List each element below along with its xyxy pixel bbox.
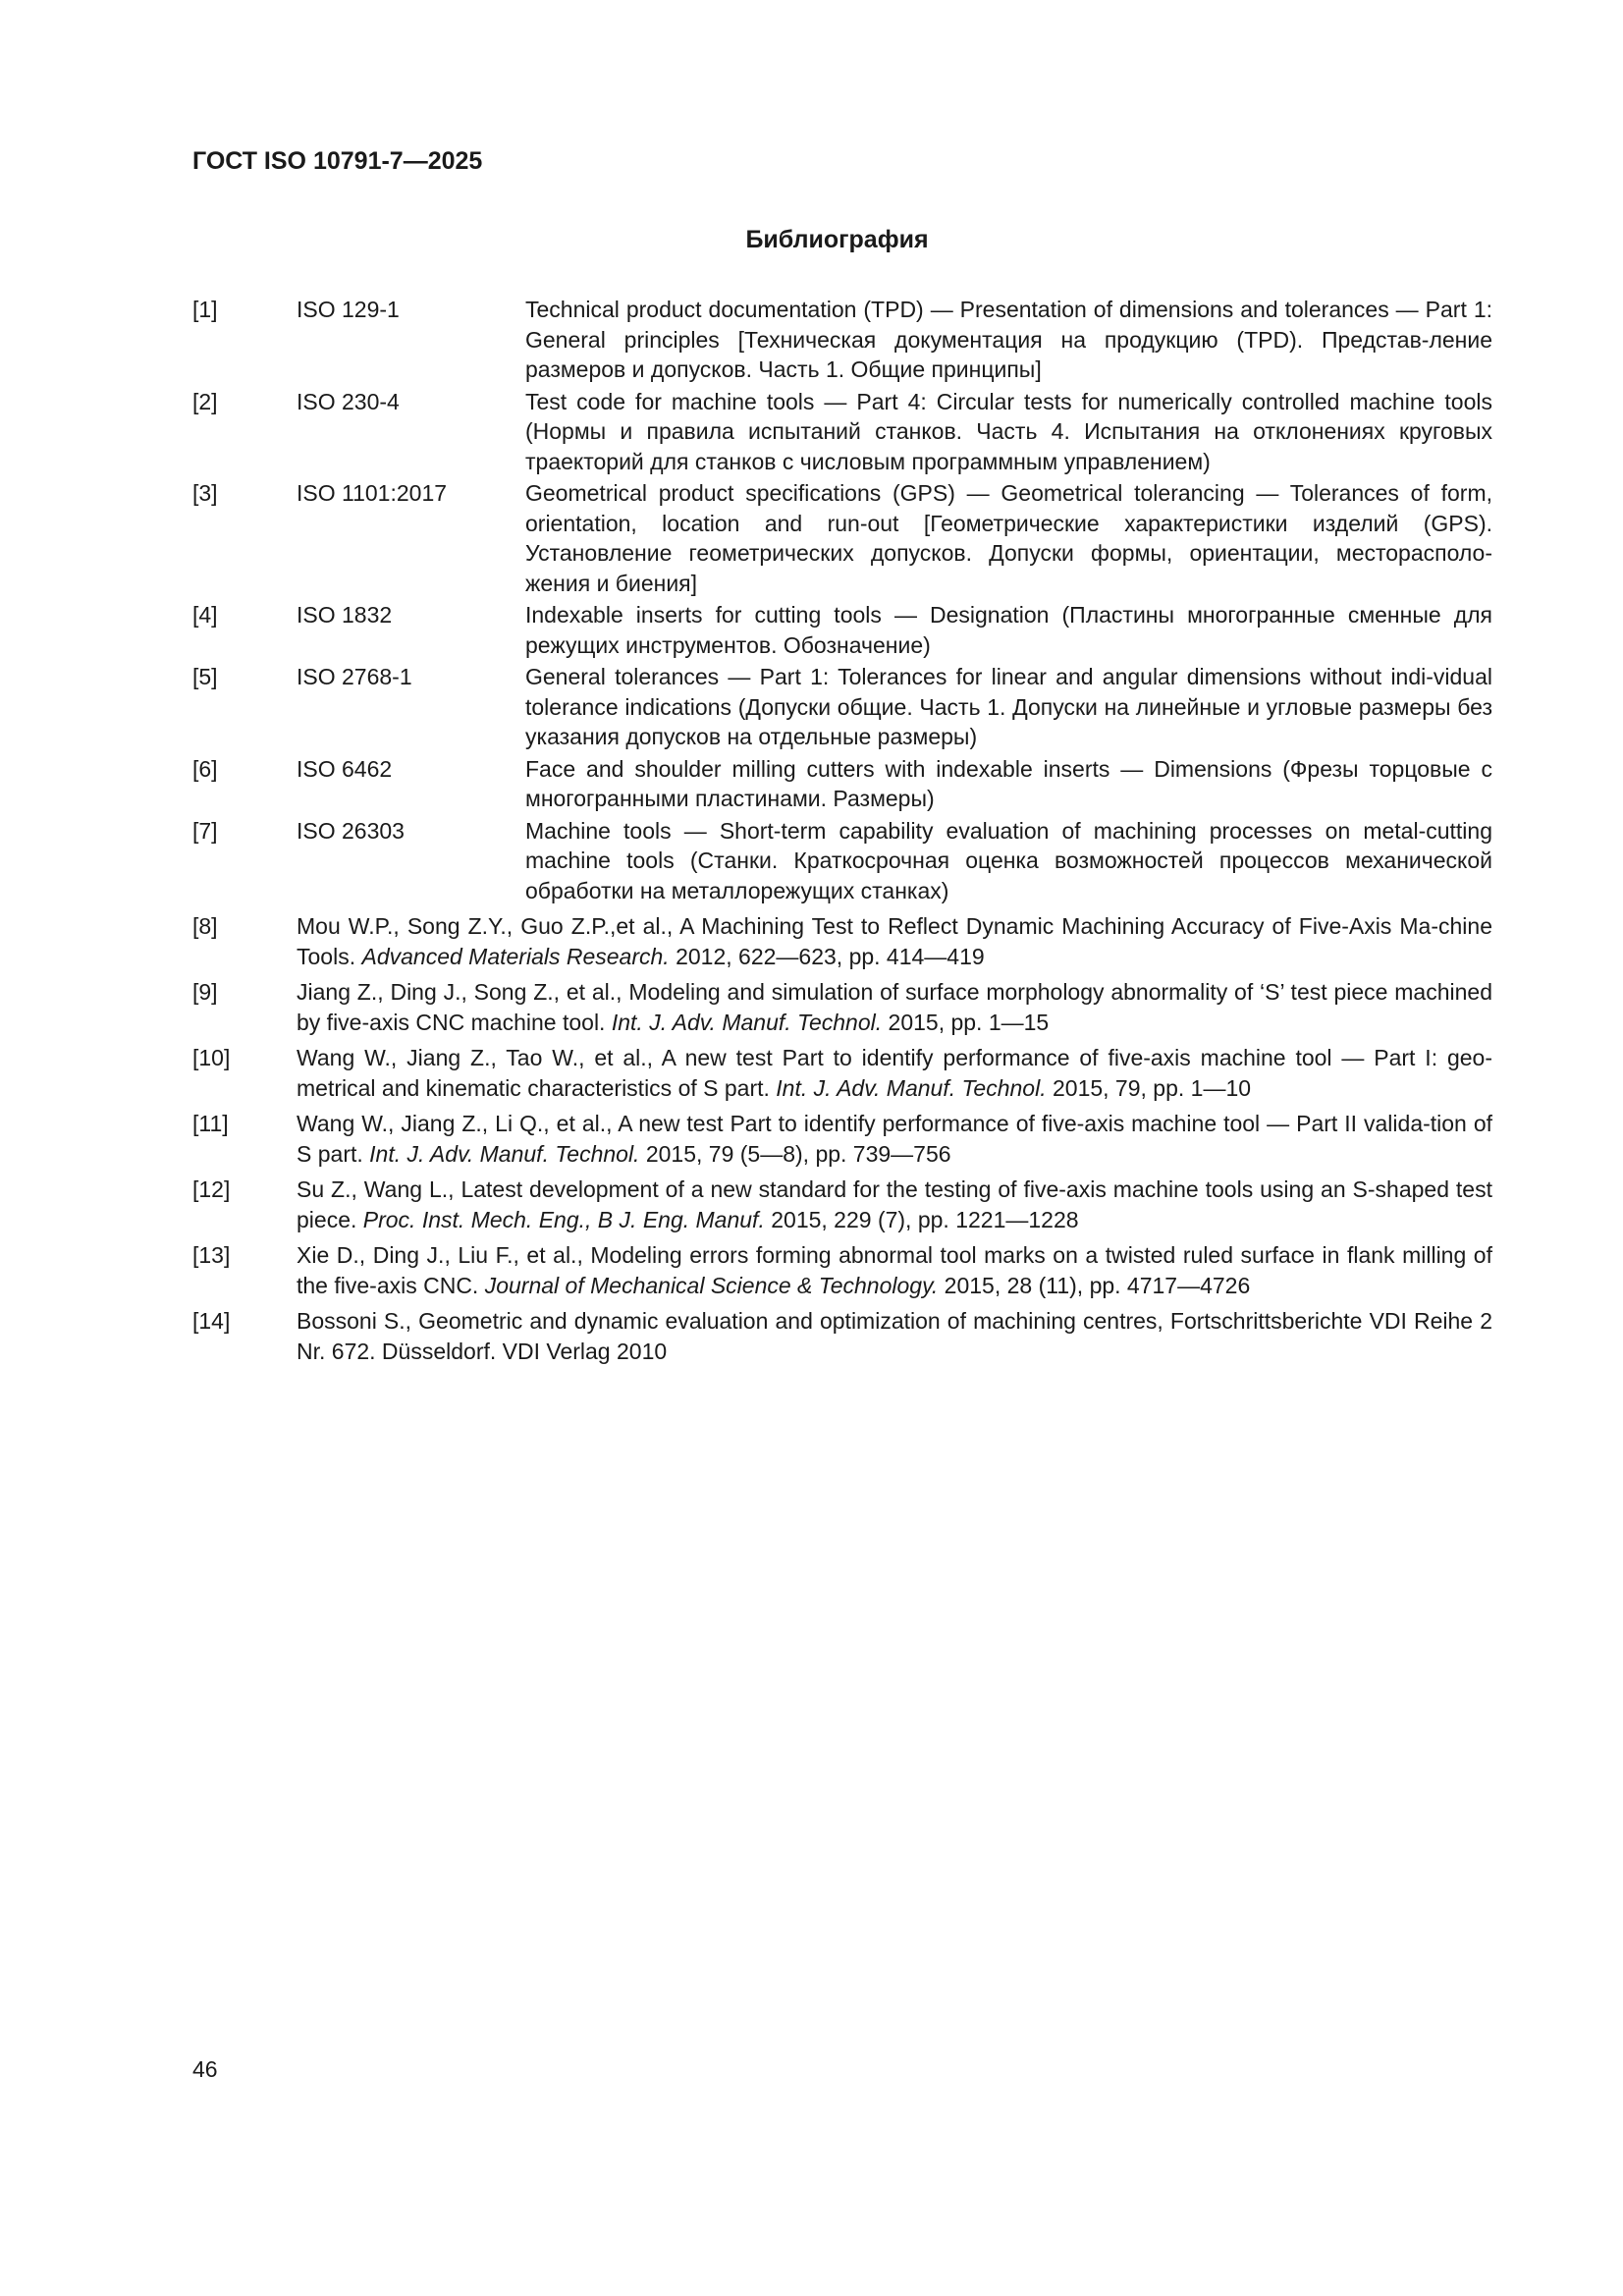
bibliography-entry — [192, 478, 1492, 598]
reference-authors-title: Wang W., Jiang Z., Tao W., et al., A new test Part to identify performance of five-axis machine tool — Part I: geo-metrical and kinematic characteristics of S part. — [297, 1045, 1492, 1101]
standard-title: Indexable inserts for cutting tools — Designation (Пластины многогранные сменные для режущих инструментов. Обозначение) — [525, 602, 1492, 658]
standard-title: General tolerances — Part 1: Tolerances for linear and angular dimensions without indi-vidual tolerance indications (Допуски общие. Часть 1. Допуски на линейные и угловые размеры без указания допусков на отдельные размеры) — [525, 664, 1492, 749]
standard-code: ISO 1101:2017 — [297, 480, 448, 506]
standard-title: Machine tools — Short-term capability evaluation of machining processes on metal-cutting machine tools (Станки. Краткосрочная оценка возможностей процессов механической обработки на металлорежущих станках) — [525, 817, 1492, 903]
entry-number: [14] — [192, 1308, 231, 1334]
reference-details: 2015, 229 (7), pp. 1221—1228 — [764, 1206, 1079, 1232]
reference-details: 2012, 622—623, pp. 414—419 — [669, 943, 985, 969]
bibliography-entry — [192, 816, 1492, 906]
bibliography-entry — [192, 600, 1492, 660]
entry-number: [3] — [192, 480, 218, 506]
entry-number: [9] — [192, 979, 218, 1005]
reference-authors-title: Xie D., Ding J., Liu F., et al., Modeling errors forming abnormal tool marks on a twisted ruled surface in flank milling of the five-axis CNC. — [297, 1242, 1492, 1298]
bibliography-entry — [192, 977, 1492, 1037]
reference-authors-title: Mou W.P., Song Z.Y., Guo Z.P.,et al., A Machining Test to Reflect Dynamic Machining Accuracy of Five-Axis Ma-chine Tools. — [297, 913, 1492, 969]
reference-text — [297, 1240, 1492, 1300]
entry-number: [2] — [192, 388, 218, 414]
reference-authors-title: Jiang Z., Ding J., Song Z., et al., Modeling and simulation of surface morphology abnormality of ‘S’ test piece machined by five-axis CNC machine tool. — [297, 979, 1492, 1035]
standard-title: Test code for machine tools — Part 4: Circular tests for numerically controlled machine tools (Нормы и правила испытаний станков. Часть 4. Испытания на отклонениях круговых траекторий для станков с числовым программным управлением) — [525, 388, 1492, 474]
standard-code: ISO 230-4 — [297, 388, 400, 414]
bibliography-entry — [192, 1240, 1492, 1300]
page-title: Библиография — [745, 226, 929, 253]
standard-code: ISO 129-1 — [297, 297, 400, 322]
entry-number: [7] — [192, 817, 218, 844]
entry-number: [1] — [192, 297, 218, 322]
entry-number: [4] — [192, 602, 218, 628]
document-header: ГОСТ ISO 10791-7—2025 — [192, 147, 483, 175]
bibliography-entry — [192, 754, 1492, 814]
standard-title: Geometrical product specifications (GPS) — Geometrical tolerancing — Tolerances of form, orientation, location and run-out [Геометрические характеристики изделий (GPS). Установление геометрических допусков. Допуски формы, ориентации, месторасполо-жения и биения] — [525, 480, 1492, 596]
reference-text — [297, 977, 1492, 1037]
reference-text — [297, 1175, 1492, 1234]
journal-name: Proc. Inst. Mech. Eng., B J. Eng. Manuf. — [362, 1206, 765, 1232]
reference-authors-title: Bossoni S., Geometric and dynamic evaluation and optimization of machining centres, Fortschrittsberichte VDI Reihe 2 Nr. 672. Düsseldorf. VDI Verlag 2010 — [297, 1308, 1492, 1364]
bibliography-entry — [192, 911, 1492, 971]
entry-number: [6] — [192, 755, 218, 782]
standard-title: Face and shoulder milling cutters with indexable inserts — Dimensions (Фрезы торцовые с многогранными пластинами. Размеры) — [525, 755, 1492, 811]
reference-details: 2015, 28 (11), pp. 4717—4726 — [938, 1272, 1251, 1298]
standard-code: ISO 26303 — [297, 817, 405, 844]
bibliography-entry — [192, 1109, 1492, 1169]
reference-text — [297, 1043, 1492, 1103]
bibliography-list — [192, 295, 1492, 1372]
standard-code: ISO 6462 — [297, 755, 393, 782]
entry-number: [5] — [192, 664, 218, 689]
bibliography-entry — [192, 1306, 1492, 1366]
reference-details: 2015, 79, pp. 1—10 — [1046, 1074, 1252, 1101]
journal-name: Journal of Mechanical Science & Technology. — [484, 1272, 939, 1298]
bibliography-entry — [192, 1175, 1492, 1234]
reference-authors-title: Wang W., Jiang Z., Li Q., et al., A new test Part to identify performance of five-axis machine tool — Part II valida-tion of S part. — [297, 1111, 1492, 1167]
page-number: 46 — [192, 2056, 218, 2082]
reference-authors-title: Su Z., Wang L., Latest development of a new standard for the testing of five-axis machine tools using an S-shaped test piece. — [297, 1176, 1492, 1232]
entry-number: [8] — [192, 913, 218, 939]
reference-text — [297, 1306, 1492, 1366]
standard-code: ISO 1832 — [297, 602, 393, 628]
reference-details: 2015, 79 (5—8), pp. 739—756 — [639, 1140, 951, 1167]
reference-details: 2015, pp. 1—15 — [882, 1009, 1050, 1035]
bibliography-entry — [192, 1043, 1492, 1103]
entry-number: [11] — [192, 1111, 229, 1136]
journal-name: Int. J. Adv. Manuf. Technol. — [611, 1009, 883, 1035]
bibliography-entry — [192, 387, 1492, 477]
bibliography-entry — [192, 662, 1492, 752]
journal-name: Int. J. Adv. Manuf. Technol. — [776, 1074, 1047, 1101]
standard-title: Technical product documentation (TPD) — Presentation of dimensions and tolerances — Part 1: General principles [Техническая документация на продукцию (TPD). Представ-ление размеров и допусков. Часть 1. Общие принципы] — [525, 297, 1492, 382]
entry-number: [12] — [192, 1176, 231, 1202]
bibliography-entry — [192, 295, 1492, 385]
standard-code: ISO 2768-1 — [297, 664, 412, 689]
reference-text — [297, 1109, 1492, 1169]
journal-name: Int. J. Adv. Manuf. Technol. — [369, 1140, 640, 1167]
journal-name: Advanced Materials Research. — [361, 943, 670, 969]
reference-text — [297, 911, 1492, 971]
entry-number: [10] — [192, 1045, 231, 1070]
entry-number: [13] — [192, 1242, 231, 1268]
